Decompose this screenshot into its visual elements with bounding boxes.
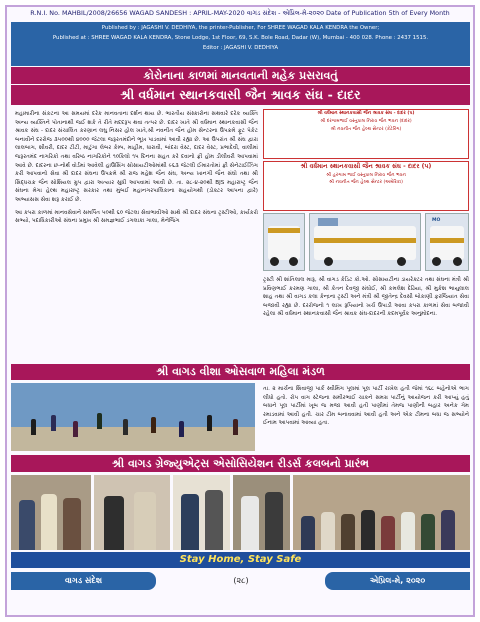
article-paragraph: મહામારીના સંકટના આ સમયમાં દરેક માનવતાના દર્શન થાય છે. ભારતીય સંસ્કારોના સથવારે દરેક વ્યક્તિ અન્ય વ્યક્તિને પોતાનાથી જઈ શકે તે રીતે મદદરૂપ થવા તત્પર છે. દાદર ખાતે શ્રી વર્ધમાન સ્થાનકવાસી જૈન શ્રાવક સંઘ - દાદર સંચાલિત કરણાન લઘુ નિસર હોલ ખાતે,શ્રી નવનીત જૈન હોમ સેન્ટરના ઉપક્રમે ફૂટ પેકેટ બનાવીને દરરોજ ૩૫૦૦થી ૪૦૦૦ જેટલા જરૂરતમંદોને ભૂખ પાડવામાં આવી રહ્યા છે. આ ઉપરાંત શ્રી સંઘ દ્વારા લાલબાગ, શીવરી, દાદર ટીટી, માટુંગા લેબર કેમ્પ, માહીમ, ધારાવી, બાંદરા વેસ્ટ, દાદર વેસ્ટ, પ્રભાદેવી, વાલીમાં જરૂરતમંદ નાગરિકો તથા વરિષ્ઠ નાગરિકોને ૧૦કિલો ૧૫ દિનના સહત કરે દવાનો ફ્રી હોમ ડીલીવરી આપવામાં આવે છે. દાદરના છ-નોર્થ વોર્ડમાં આવેલી હાઉસિંગ સોસાયટીઓમાંથી ૯૬૩ જેટલી ઈમારતોમાં ફ્રી સેનેટાઈઝિંગ કરી આપવાનો સેવા શ્રી દાદર સંઘના ઉપક્રમે શ્રી રાજ મહેશ જૈન સંઘ, અન્ય ખાનગી જૈન સંઘો તથા શ્રી સિદ્ધચક્ર જૈન સોશિયલ ગ્રુપ દ્વારા અત્યાર સુધી આપવામાં આવી છે. તા. ૨૮-૪-૨૦થી BJS મહારાષ્ટ્ર જૈન સંઘના મેગા હેલ્થ મહારાષ્ટ્ર સરકાર તથા મુંબઈ મહાનગરપાલિકાના સહયોગથી (ડોક્ટર આપના દ્વારે) અભ્યાસસ સેવા શરૂ કરાઈ છે. bbox=[15, 111, 258, 203]
person-figure bbox=[301, 516, 315, 550]
event-photo-2 bbox=[94, 475, 170, 550]
van-image bbox=[430, 226, 464, 260]
wheel-icon bbox=[397, 257, 406, 266]
banner2-line-3: શ્રી નવનીત જૈન હેલ્થ સેન્ટર (અમેરિકા) bbox=[329, 180, 403, 185]
pool-party-photo bbox=[11, 383, 255, 451]
article-photo-block bbox=[263, 109, 469, 273]
footer-issue-date: એપ્રિલ-મે, ૨૦૨૦ bbox=[325, 572, 470, 590]
person-figure bbox=[205, 490, 223, 550]
person-figure bbox=[401, 512, 415, 550]
wheel-icon bbox=[453, 257, 462, 266]
person-figure bbox=[51, 415, 56, 431]
person-figure bbox=[265, 492, 283, 550]
person-figure bbox=[381, 516, 395, 550]
event-photo-5 bbox=[293, 475, 470, 550]
van-window bbox=[318, 218, 338, 226]
person-figure bbox=[104, 496, 124, 550]
mahila-paragraph: તા. ૨ માર્ચના શિવાજી પાર્ક સ્વીમિંગ પૂલમાં પૂલ પાર્ટી રાખેલ હતી જેમાં ૧૬૮ બહેનોએ ભાગ લીધો હતો. રોપ વાગ સ્ટેજના સમીરભાઈ ચાકને સમગ્ર પાર્ટીનું આયોજન કરી આપ્યું હતું બધાને પૂલ પાર્ટીમાં ખૂબ જ મજા આવી હતી પાણીમાં તેમજ પાણીની બહાર અનેક ગેમ રમાડવામાં આવી હતી. ચાર ટીમ બનાવવામાં આવી હતી અને એક ટીમના બધા જ સભ્યોને ઈનામ આપવામાં આવ્યા હતા. bbox=[263, 386, 469, 427]
person-figure bbox=[241, 496, 259, 550]
pool-deck bbox=[11, 427, 255, 451]
pool-water bbox=[11, 383, 255, 427]
page-number: (૨૮) bbox=[233, 576, 249, 585]
event-photo-1 bbox=[11, 475, 91, 550]
person-figure bbox=[321, 512, 335, 550]
vehicle-photo-3 bbox=[425, 213, 469, 271]
van-strip bbox=[314, 238, 416, 243]
publisher-line-3: Editor : JAGASHI V. DEDHIYA bbox=[202, 45, 279, 51]
headline-line-1: કોરોનાના કાળમાં માનવતાની મહેક પ્રસરાવતું bbox=[11, 67, 470, 84]
person-figure bbox=[179, 421, 184, 437]
slogan-banner: Stay Home, Stay Safe bbox=[11, 552, 470, 568]
article-left-column bbox=[15, 110, 258, 226]
article-paragraph: આ કપરા કાળમાં માનવસેવાને સમર્પિત ૫૦થી ૬૦ જેટલા સેવાભાવીઓ સાથે શ્રી દાદર સંઘના ટ્રસ્ટીઓ, કાર્યકરો સભ્યો, પદાધિકારીઓ સંઘના પ્રમુખ શ્રી સમજ્ઞભાઈ ડગલાકા ગાલા, મેનેજિંગ bbox=[15, 209, 258, 225]
person-figure bbox=[151, 417, 156, 433]
person-figure bbox=[31, 419, 36, 435]
person-figure bbox=[341, 514, 355, 550]
newsletter-page bbox=[5, 5, 475, 617]
banner2-line-1: શ્રી વર્ધમાન સ્થાનકવાસી જૈન શ્રાવક સંઘ - દાદર (પ) bbox=[300, 163, 432, 170]
wheel-icon bbox=[324, 257, 333, 266]
banner-photo-2 bbox=[263, 161, 469, 211]
footer-publication-name: વાગડ સંદેશ bbox=[11, 572, 156, 590]
article-paragraph: ટ્રસ્ટી શ્રી શાંતિલાલ મારૂ, શ્રી વાગડ કેડિટ કો.ઓ. સોસાયટીના ડાયરેક્ટર તથા સંઘના મંત્રી શ્રી પ્રવિણભાઈ કરમણ ગાલા, શ્રી કેતન દેવજી સંઘોઈ, શ્રી કમલેશ દેઢિયા, શ્રી મુકેશ ભાયુલાલ શાહ તથા શ્રી વાગડ કલા કેન્દ્રના ટ્રસ્ટી અને મંત્રી શ્રી જીતેન્દ્ર દેવસી બોકાણી ફરજિયાત સેવા બજાવી રહ્યા છે. દરરોજનો ૧ લાખ રૂપિયાનો ખર્ચ ઉપાડી આવા કપરા કાળમાં સેવા બજાવી રહેલા શ્રી વર્ધમાન સ્થાનકવાસી જૈન શ્રાવક સંઘ-દાદરની કદમપૂર્વક અનુમોદના. bbox=[263, 277, 469, 318]
person-figure bbox=[361, 510, 375, 550]
person-figure bbox=[97, 413, 102, 429]
banner1-line-3: શ્રી નવનીત જૈન હેલ્થ સેન્ટર (કેટેરિંગ) bbox=[330, 127, 402, 132]
van-strip bbox=[268, 228, 300, 233]
person-figure bbox=[41, 494, 57, 550]
event-photo-3 bbox=[173, 475, 230, 550]
mahila-article bbox=[263, 385, 469, 428]
page-footer bbox=[11, 572, 470, 590]
person-figure bbox=[123, 419, 128, 435]
rni-line: R.N.I. No. MAHBIL/2008/26656 WAGAD SANDESH : APRIL-MAY-2020 વાગડ સંદેશ - એપ્રિલ-મે-૨૦૨૦ Date of Publication 5th of Every Month bbox=[30, 9, 450, 17]
vehicle-photo-1 bbox=[263, 213, 305, 271]
person-figure bbox=[233, 419, 238, 435]
van-image bbox=[314, 226, 416, 260]
person-figure bbox=[207, 415, 212, 431]
banner2-line-2: શ્રી હરગામ ભાઈ વસ્તુપાલ નિરાવ જૈન ભવન bbox=[326, 173, 406, 178]
banner1-line-1: શ્રી વર્ધમાન સ્થાનકવાસી જૈન શ્રાવક સંઘ - દાદર (પ) bbox=[317, 111, 415, 116]
person-figure bbox=[73, 421, 78, 437]
person-figure bbox=[19, 500, 35, 550]
person-figure bbox=[421, 514, 435, 550]
event-photos-row bbox=[11, 475, 470, 550]
person-figure bbox=[441, 510, 455, 550]
wheel-icon bbox=[432, 257, 441, 266]
seniors-section-title: શ્રી વાગડ ગ્રેજ્યુએટ્સ એસોસિયેશન રીડર્સ કલબનો પ્રારંભ bbox=[11, 455, 470, 472]
event-photo-4 bbox=[233, 475, 290, 550]
headline-line-2: શ્રી વર્ધમાન સ્થાનકવાસી જૈન શ્રાવક સંઘ - દાદર bbox=[11, 85, 470, 105]
banner-photo-1 bbox=[263, 109, 469, 159]
wheel-icon bbox=[289, 257, 298, 266]
publisher-line-2: Published at : SHREE WAGAD KALA KENDRA, Stone Lodge, 1st Floor, 69, S.K. Bole Road, Dadar (W), Mumbai - 400 028. Phone : 2437 1515. bbox=[52, 35, 429, 41]
person-figure bbox=[63, 498, 81, 550]
person-figure bbox=[134, 492, 156, 550]
publisher-band bbox=[11, 22, 470, 66]
publisher-line-1: Published by : JAGASHI V. DEDHIYA, the printer-Publisher, For SHREE WAGAD KALA KENDRA the Owner; bbox=[101, 25, 380, 31]
vehicle-photo-2 bbox=[309, 213, 421, 271]
banner1-line-2: શ્રી દરગામભાઈ વસ્તુપાલ નિરાવ જૈન ભવન (દાદર) bbox=[320, 119, 412, 124]
article-right-column bbox=[263, 276, 469, 319]
mahila-section-title: શ્રી વાગડ વીશા ઓસવાળ મહિલા મંડળ bbox=[11, 364, 470, 380]
van-strip bbox=[430, 238, 464, 243]
van-text: MO bbox=[432, 218, 441, 223]
wheel-icon bbox=[270, 257, 279, 266]
person-figure bbox=[181, 494, 199, 550]
